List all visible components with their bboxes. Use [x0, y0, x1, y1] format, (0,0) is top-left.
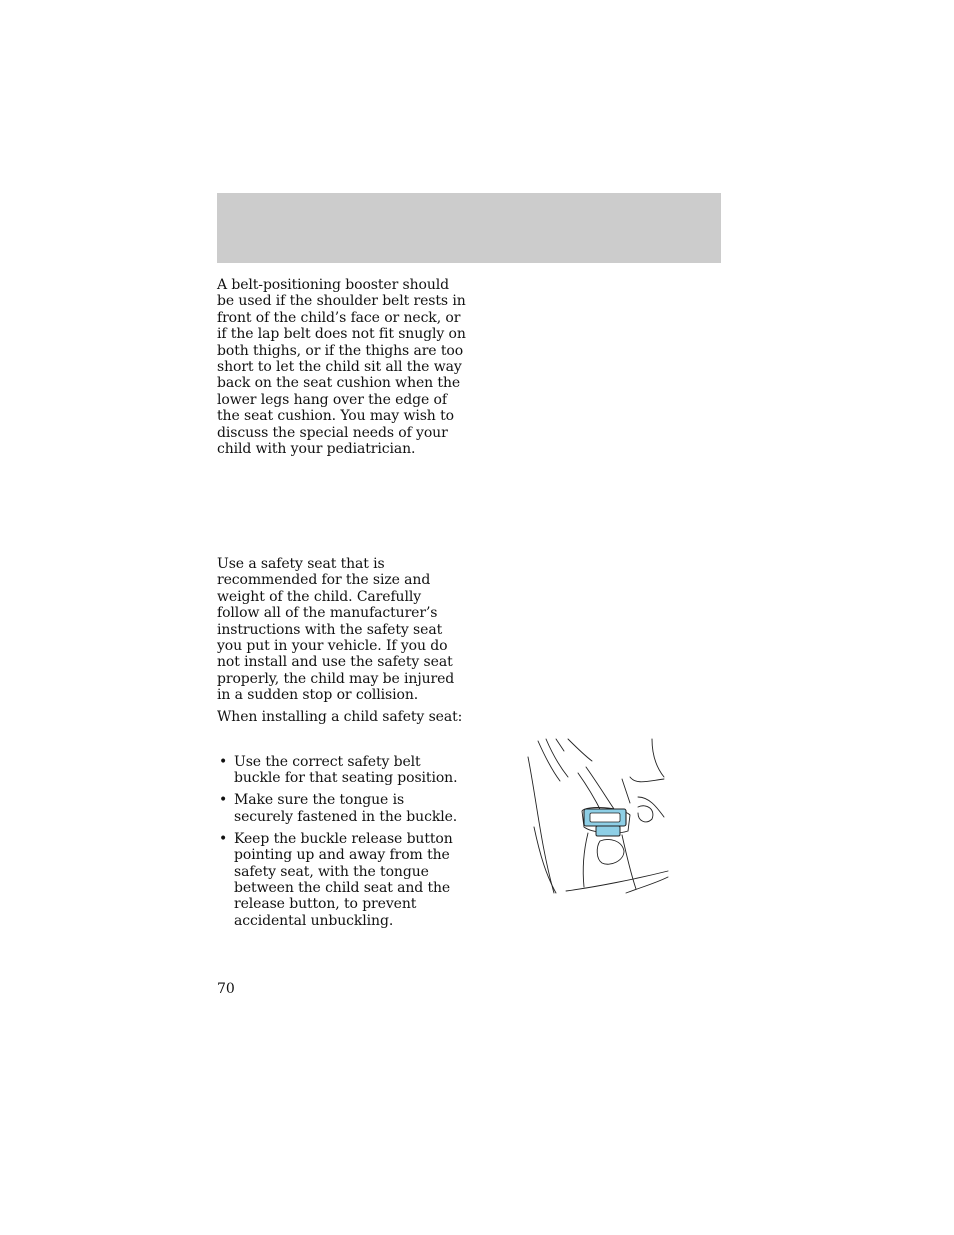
booster-paragraph: A belt-positioning booster should be used if the shoulder belt rests in front of the child’s face or neck, or if the lap belt does not fit snugly on both thighs, or if the thighs are too short to let the child sit all the way back on the seat cushion when the lower legs hang over the edge of the seat cushion. You may wish to discuss the special needs of your child with your pediatrician.: [217, 277, 466, 458]
bullet-item: [217, 792, 467, 825]
bullet-text: Make sure the tongue is securely fastened in the buckle.: [234, 792, 458, 825]
bullet-text: Use the correct safety belt buckle for that seating position.: [234, 754, 458, 787]
bullet-text: Keep the buckle release button pointing up and away from the safety seat, with the tongue between the child seat and the release button, to prevent accidental unbuckling.: [234, 830, 453, 929]
page-number: 70: [217, 981, 235, 997]
bullet-item: [217, 754, 467, 787]
seat-belt-buckle-illustration-icon: [526, 737, 670, 895]
installing-intro: When installing a child safety seat:: [217, 709, 463, 725]
bullet-dot-icon: •: [219, 754, 228, 770]
bullet-dot-icon: •: [219, 830, 228, 847]
bullet-item: [217, 831, 467, 929]
installation-bullet-list: [217, 754, 467, 935]
safety-seat-paragraph: Use a safety seat that is recommended for the size and weight of the child. Carefully follow all of the manufacturer’s instructions with the safety seat you put in your vehicle. If you do not install and use the safety seat properly, the child may be injured in a sudden stop or collision.: [217, 556, 455, 704]
header-band: [217, 193, 721, 263]
bullet-dot-icon: •: [219, 792, 228, 809]
